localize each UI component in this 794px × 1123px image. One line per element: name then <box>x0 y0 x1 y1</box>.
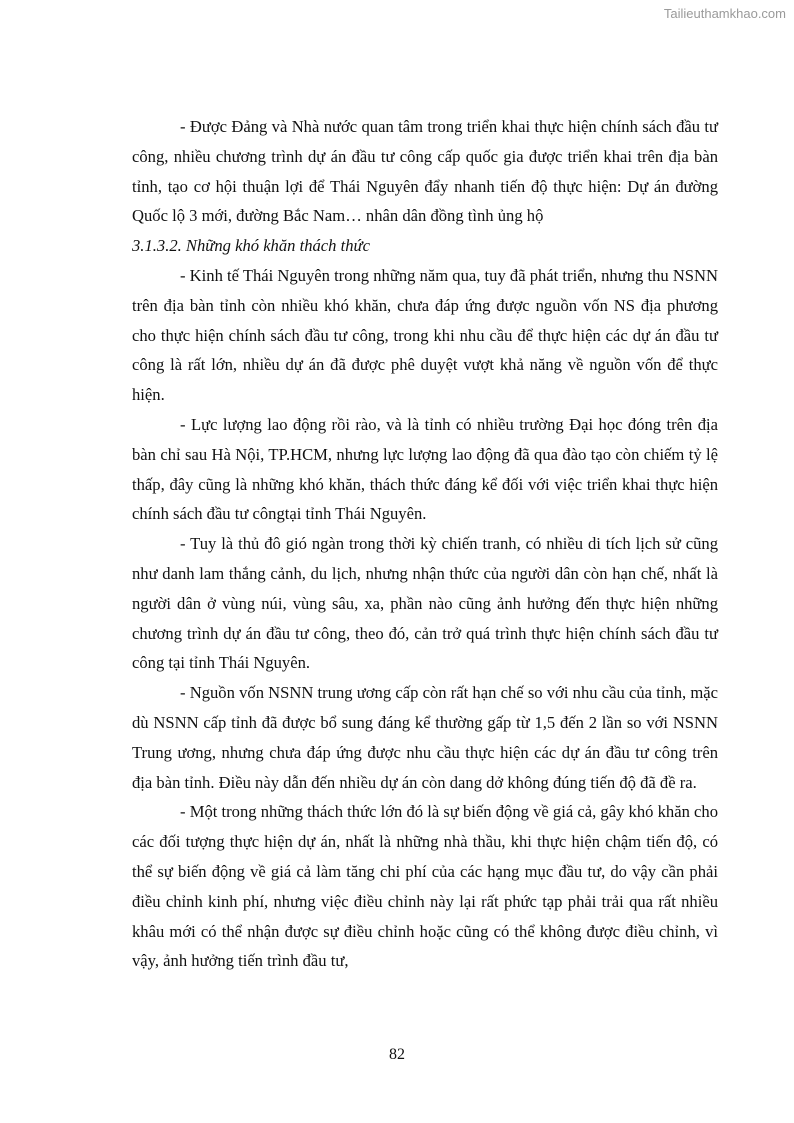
paragraph-economy: - Kinh tế Thái Nguyên trong những năm qua, tuy đã phát triển, nhưng thu NSNN trên địa bàn tỉnh còn nhiều khó khăn, chưa đáp ứng được nguồn vốn NS địa phương cho thực hiện chính sách đầu tư công, trong khi nhu cầu để thực hiện các dự án đầu tư công là rất lớn, nhiều dự án đã được phê duyệt vượt khả năng về nguồn vốn để thực hiện. <box>132 265 719 405</box>
paragraph-price-fluctuation: - Một trong những thách thức lớn đó là sự biến động về giá cả, gây khó khăn cho các đối tượng thực hiện dự án, nhất là những nhà thầu, khi thực hiện chậm tiến độ, có thể sự biến động về giá cả làm tăng chi phí của các hạng mục đầu tư, do vậy cần phải điều chỉnh kinh phí, nhưng việc điều chỉnh này lại rất phức tạp phải trải qua rất nhiều khâu mới có thể nhận được sự điều chỉnh hoặc cũng có thể không được điều chỉnh, vì vậy, ảnh hưởng tiến trình đầu tư, <box>132 802 718 971</box>
section-heading: 3.1.3.2. Những khó khăn thách thức <box>132 236 370 256</box>
paragraph-advantages: - Được Đảng và Nhà nước quan tâm trong triển khai thực hiện chính sách đầu tư công, nhiều chương trình dự án đầu tư công cấp quốc gia được triển khai trên địa bàn tỉnh, tạo cơ hội thuận lợi để Thái Nguyên đẩy nhanh tiến độ thực hiện: Dự án đường Quốc lộ 3 mới, đường Bắc Nam… nhân dân đồng tình ủng hộ <box>132 117 718 226</box>
document-body <box>132 112 718 976</box>
paragraph-awareness: - Tuy là thủ đô gió ngàn trong thời kỳ chiến tranh, có nhiều di tích lịch sử cũng như danh lam thắng cảnh, du lịch, nhưng nhận thức của người dân còn hạn chế, nhất là người dân ở vùng núi, vùng sâu, xa, phần nào cũng ảnh hưởng đến thực hiện những chương trình dự án đầu tư công, theo đó, cản trở quá trình thực hiện chính sách đầu tư công tại tỉnh Thái Nguyên. <box>132 534 718 673</box>
paragraph-budget: - Nguồn vốn NSNN trung ương cấp còn rất hạn chế so với nhu cầu của tỉnh, mặc dù NSNN cấp tỉnh đã được bổ sung đáng kể thường gấp từ 1,5 đến 2 lần so với NSNN Trung ương, nhưng chưa đáp ứng được nhu cầu thực hiện các dự án đầu tư công trên địa bàn tỉnh. Điều này dẫn đến nhiều dự án còn dang dở không đúng tiến độ đã đề ra. <box>132 683 718 792</box>
watermark: Tailieuthamkhao.com <box>663 6 786 21</box>
page-number: 82 <box>389 1046 405 1063</box>
paragraph-labor: - Lực lượng lao động rồi rào, và là tỉnh có nhiều trường Đại học đóng trên địa bàn chỉ sau Hà Nội, TP.HCM, nhưng lực lượng lao động đã qua đào tạo còn chiếm tỷ lệ thấp, đây cũng là những khó khăn, thách thức đáng kể đối với việc triển khai thực hiện chính sách đầu tư côngtại tỉnh Thái Nguyên. <box>132 414 718 524</box>
